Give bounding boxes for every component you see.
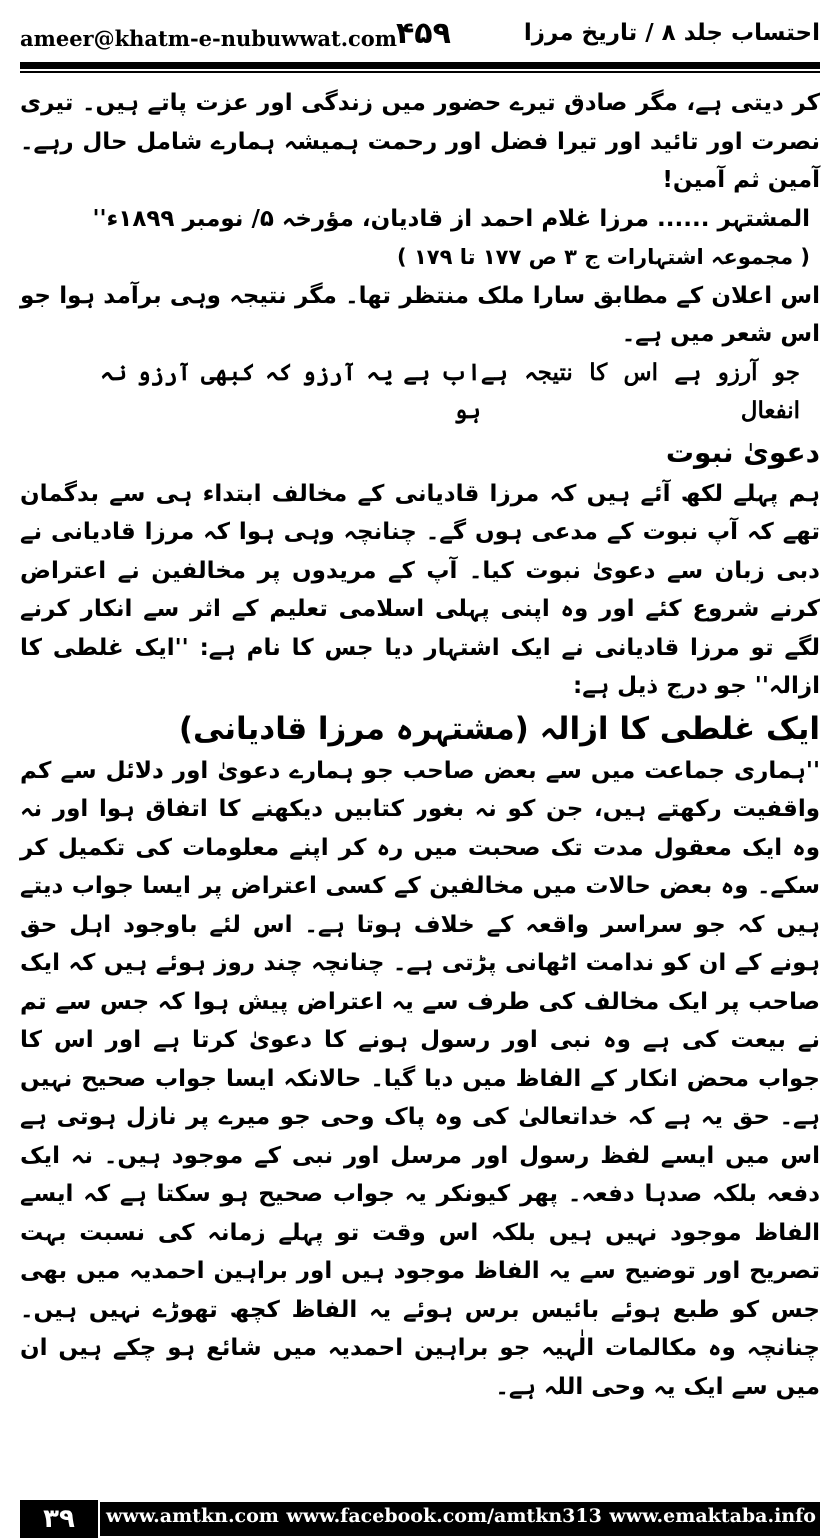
page-footer bbox=[20, 1500, 820, 1540]
couplet-second-hemistich: اب ہے یہ آرزو کہ کبھی آرزو نہ ہو bbox=[100, 358, 481, 424]
section-heading-error: ایک غلطی کا ازالہ (مشتہرہ مرزا قادیانی) bbox=[178, 710, 820, 747]
main-text bbox=[20, 84, 820, 1406]
footer-link-facebook[interactable]: www.facebook.com/amtkn313 bbox=[286, 1505, 602, 1527]
header-page-number: ۴۵۹ bbox=[396, 16, 451, 51]
footer-page-number: ۳۹ bbox=[20, 1500, 98, 1538]
header-email: ameer@khatm-e-nubuwwat.com bbox=[20, 26, 398, 51]
paragraph-claim: ہم پہلے لکھ آئے ہیں کہ مرزا قادیانی کے مخالف ابتداء ہی سے بدگمان تھے کہ آپ نبوت کے مدعی ہوں گے۔ چنانچہ وہی ہوا کہ مرزا قادیانی نے دبی زبان سے دعویٰ نبوت کیا۔ آپ کے مریدوں پر مخالفین نے اعتراض کرنے شروع کئے اور وہ اپنی پہلی اسلامی تعلیم کے اثر سے انکار کرنے لگے تو مرزا قادیانی نے ایک اشتہار دیا جس کا نام ہے: ''ایک غلطی کا ازالہ'' جو درج ذیل ہے: bbox=[20, 480, 820, 699]
section-heading-claim: دعویٰ نبوت bbox=[665, 435, 820, 469]
paragraph-announcement: اس اعلان کے مطابق سارا ملک منتظر تھا۔ مگر نتیجہ وہی برآمد ہوا جو اس شعر میں ہے۔ bbox=[20, 282, 820, 347]
footer-link-site[interactable]: www.amtkn.com bbox=[106, 1505, 279, 1527]
source-reference: ( مجموعہ اشتہارات ج ۳ ص ۱۷۷ تا ۱۷۹ ) bbox=[397, 245, 810, 269]
couplet-first-hemistich: جو آرزو ہے اس کا نتیجہ ہے انفعال bbox=[480, 358, 800, 424]
paragraph-closing-prayer: کر دیتی ہے، مگر صادق تیرے حضور میں زندگی اور عزت پاتے ہیں۔ تیری نصرت اور تائید اور تیرا فضل اور رحمت ہمیشہ ہمارے شامل حال رہے۔ آمین ثم آمین! bbox=[20, 90, 820, 193]
page-header bbox=[20, 12, 820, 60]
paragraph-quotation: ''ہماری جماعت میں سے بعض صاحب جو ہمارے دعویٰ اور دلائل سے کم واقفیت رکھتے ہیں، جن کو نہ بغور کتابیں دیکھنے کا اتفاق ہوا اور نہ وہ ایک معقول مدت تک صحبت میں رہ کر اپنے معلومات کی تکمیل کر سکے۔ وہ بعض حالات میں مخالفین کے کسی اعتراض پر ایسا جواب دیتے ہیں کہ جو سراسر واقعہ کے خلاف ہوتا ہے۔ اس لئے باوجود اہل حق ہونے کے ان کو ندامت اٹھانی پڑتی ہے۔ چنانچہ چند روز ہوئے ہیں کہ ایک صاحب پر ایک مخالف کی طرف سے یہ اعتراض پیش ہوا کہ جس سے تم نے بیعت کی ہے وہ نبی اور رسول ہونے کا دعویٰ کرتا ہے اور اس کا جواب محض انکار کے الفاظ میں دیا گیا۔ حالانکہ ایسا جواب صحیح نہیں ہے۔ حق یہ ہے کہ خداتعالیٰ کی وہ پاک وحی جو میرے پر نازل ہوتی ہے اس میں ایسے لفظ رسول اور مرسل اور نبی کے موجود ہیں۔ نہ ایک دفعہ بلکہ صدہا دفعہ۔ پھر کیونکر یہ جواب صحیح ہو سکتا ہے کہ ایسے الفاظ موجود نہیں ہیں بلکہ اس وقت تو پہلے زمانہ کی نسبت بہت تصریح اور توضیح سے یہ الفاظ موجود ہیں اور براہین احمدیہ میں بھی جس کو طبع ہوئے بائیس برس ہوئے یہ الفاظ کچھ تھوڑے نہیں ہیں۔ چنانچہ وہ مکالمات الٰہیہ جو براہین احمدیہ میں شائع ہو چکے ہیں ان میں سے ایک یہ وحی اللہ ہے۔ bbox=[20, 757, 820, 1400]
header-book-title: احتساب جلد ۸ / تاریخ مرزا bbox=[523, 20, 820, 46]
header-rule-thin bbox=[20, 71, 820, 73]
footer-links bbox=[106, 1505, 816, 1527]
footer-link-emaktaba[interactable]: www.emaktaba.info bbox=[609, 1505, 816, 1527]
poetry-couplet bbox=[20, 354, 820, 431]
signature-line: المشتہر ...... مرزا غلام احمد از قادیان، مؤرخہ ۵/ نومبر ۱۸۹۹ء'' bbox=[92, 205, 810, 232]
header-rule-thick bbox=[20, 62, 820, 69]
